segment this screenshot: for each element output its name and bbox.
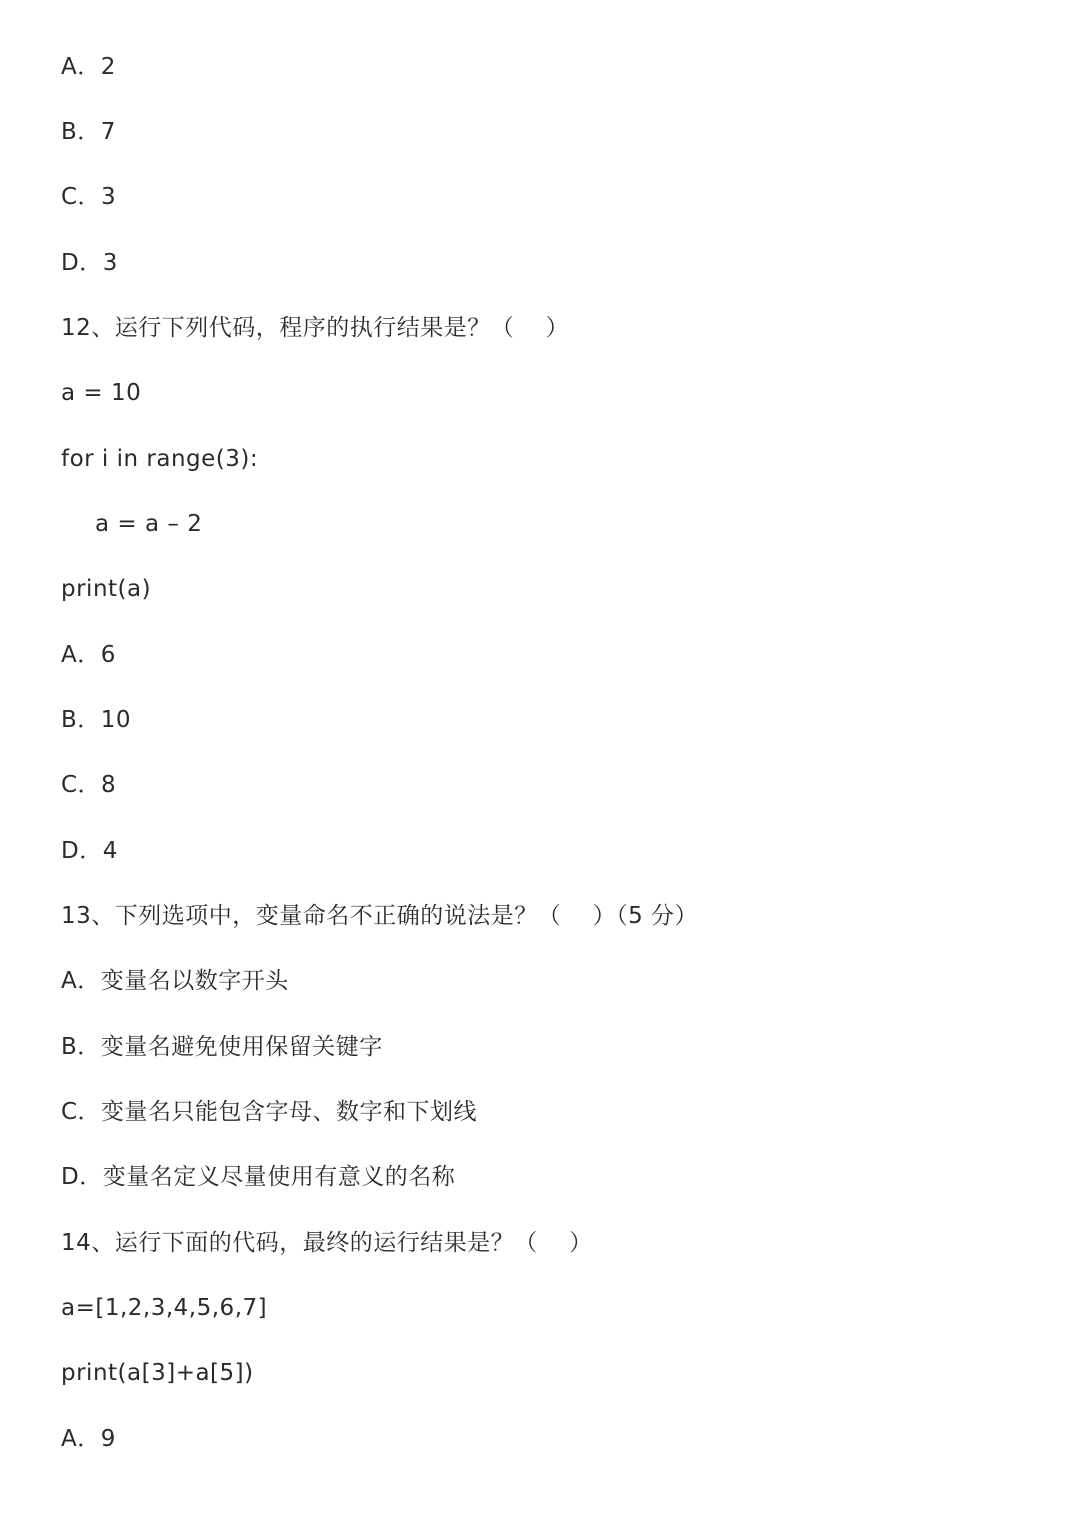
q13-option-d: D．变量名定义尽量使用有意义的名称: [61, 1164, 456, 1190]
q14-option-a: A．9: [61, 1426, 116, 1452]
q12-code-line: for i in range(3):: [61, 446, 259, 472]
q14-code-line: print(a[3]+a[5]): [61, 1360, 254, 1386]
q13-question: 13、下列选项中，变量命名不正确的说法是？（ ）（5 分）: [61, 903, 699, 929]
q12-code-line: print(a): [61, 576, 152, 602]
q12-question: 12、运行下列代码，程序的执行结果是？（ ）: [61, 315, 570, 341]
q11-option-c: C．3: [61, 184, 117, 210]
q12-option-a: A．6: [61, 642, 116, 668]
q13-option-c: C．变量名只能包含字母、数字和下划线: [61, 1099, 478, 1125]
q11-option-d: D．3: [61, 250, 118, 276]
q12-option-c: C．8: [61, 772, 117, 798]
q13-option-b: B．变量名避免使用保留关键字: [61, 1034, 383, 1060]
q11-option-b: B．7: [61, 119, 116, 145]
q14-question: 14、运行下面的代码，最终的运行结果是？（ ）: [61, 1230, 593, 1256]
q12-code-line: a = a – 2: [95, 511, 203, 537]
q14-code-line: a=[1,2,3,4,5,6,7]: [61, 1295, 268, 1321]
q13-option-a: A．变量名以数字开头: [61, 968, 289, 994]
q12-code-line: a = 10: [61, 380, 142, 406]
q12-option-b: B．10: [61, 707, 132, 733]
q11-option-a: A．2: [61, 54, 116, 80]
q12-option-d: D．4: [61, 838, 118, 864]
